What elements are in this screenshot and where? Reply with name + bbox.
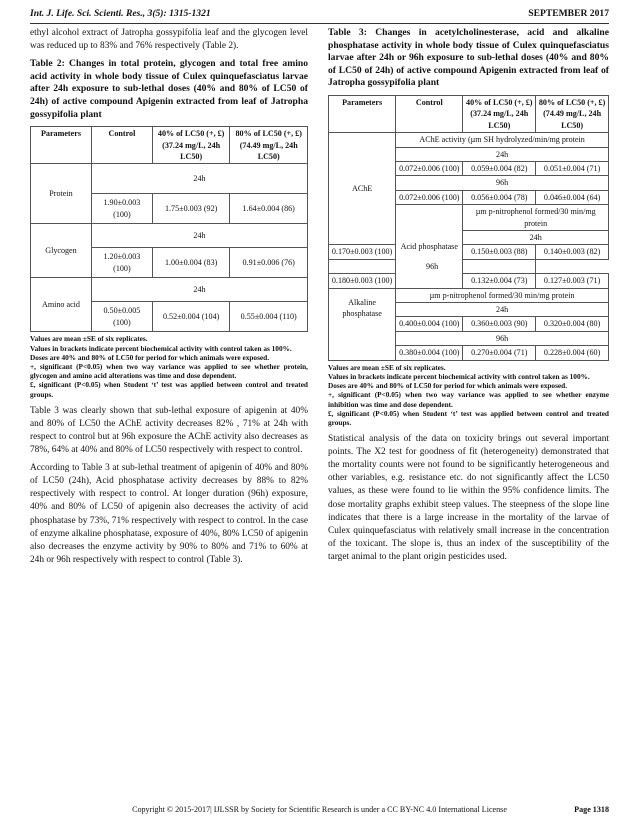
table2-param-protein: Protein	[31, 164, 92, 224]
table2-caption: Table 2: Changes in total protein, glycogen and total free amino acid activity in whole body tissue of Culex quinquefasciatus larvae after 24h exposure to sub-lethal doses (40% and 80% of LC50 of 24h) of active compound Apigenin extracted from leaf of Jatropha gossypifolia plant	[30, 58, 308, 120]
table3-time-label: 96h	[329, 259, 536, 273]
table3-cell: 0.228±0.004 (60)	[536, 346, 609, 360]
table3-time-label: 96h	[396, 331, 609, 345]
table3-cell: 0.140±0.003 (82)	[536, 245, 609, 259]
table3-cell: 0.400±0.004 (100)	[396, 317, 463, 331]
table3-param-alkaline-phosphatase: Alkaline phosphatase	[329, 288, 396, 360]
table2-notes	[30, 334, 308, 398]
paragraph-table3-phosphatase: According to Table 3 at sub-lethal treatment of apigenin of 40% and 80% of LC50 (24h), Acid phosphatase activity decreases by 88% to 82% respectively with respect to control. At longer duration (96h) exposure, 40% and 80% of LC50 of apigenin also decreases the activity of acid phosphatase by 73%, 71% respectively with respect to control. In the case of enzyme alkaline phosphatase, exposure of 40%, 80% LC50 of apigenin also decreases the enzyme activity by 90% to 80% and 71% to 60% at 24h or 96h respectively with respect to control (Table 3).	[30, 463, 308, 565]
table3-cell: 0.380±0.004 (100)	[396, 346, 463, 360]
table3-cell: 0.056±0.004 (78)	[463, 190, 536, 204]
table3-param-ache: AChE	[329, 133, 396, 245]
table3-note: +, significant (P<0.05) when two way variance was applied to see whether enzyme inhibition was time and dose dependent.	[328, 390, 609, 409]
table3-cell: 0.072±0.006 (100)	[396, 162, 463, 176]
table3-cell: 0.127±0.003 (71)	[536, 274, 609, 288]
table3-note: Values in brackets indicate percent biochemical activity with control taken as 100%.	[328, 371, 590, 381]
table3-header-parameters: Parameters	[329, 95, 396, 132]
table3-header-control: Control	[396, 95, 463, 132]
table-row	[329, 245, 609, 259]
table3-cell: 0.320±0.004 (80)	[536, 317, 609, 331]
table3-unit-label: AChE activity (µm SH hydrolyzed/min/mg protein	[396, 133, 609, 147]
table2-time-label: 24h	[91, 164, 307, 194]
table2-header-dose80: 80% of LC50 (+, £) (74.49 mg/L, 24h LC50)	[230, 127, 308, 164]
table2-param-amino-acid: Amino acid	[31, 278, 92, 332]
table2-cell: 0.91±0.006 (76)	[230, 248, 308, 278]
table2-note: Values are mean ±SE of six replicates.	[30, 334, 148, 344]
table3-cell: 0.051±0.004 (71)	[536, 162, 609, 176]
table2-note: £, significant (P<0.05) when Student ‘t’ test was applied between control and treated groups.	[30, 380, 308, 399]
table3-header-dose40: 40% of LC50 (+, £) (37.24 mg/L, 24h LC50)	[463, 95, 536, 132]
table3-unit-label: µm p-nitrophenol formed/30 min/mg protein	[396, 288, 609, 302]
table3-cell: 0.059±0.004 (82)	[463, 162, 536, 176]
table3-cell: 0.150±0.003 (88)	[463, 245, 536, 259]
table2-cell: 1.20±0.003 (100)	[91, 248, 152, 278]
table3-cell: 0.360±0.003 (90)	[463, 317, 536, 331]
table2-time-label: 24h	[91, 278, 307, 302]
table2-param-glycogen: Glycogen	[31, 224, 92, 278]
table2-header-control: Control	[91, 127, 152, 164]
table2-cell: 0.50±0.005 (100)	[91, 302, 152, 332]
header-rule	[30, 23, 609, 24]
table3-time-label: 24h	[396, 303, 609, 317]
table3-cell: 0.170±0.003 (100)	[329, 245, 396, 259]
table2-cell: 1.90±0.003 (100)	[91, 194, 152, 224]
intro-paragraph: ethyl alcohol extract of Jatropha gossypifolia leaf and the glycogen level was reduced up to 83% and 76% respectively (Table 2).	[30, 28, 308, 52]
journal-citation: Int. J. Life. Sci. Scienti. Res., 3(5): 1315-1321	[30, 8, 211, 19]
table2-note: +, significant (P<0.05) when two way variance was applied to see whether protein, glycogen and amino acid alterations was time and dose dependent.	[30, 361, 308, 381]
page-number: Page 1318	[574, 805, 609, 814]
table3-cell: 0.072±0.006 (100)	[396, 190, 463, 204]
table3-cell: 0.180±0.003 (100)	[329, 274, 396, 288]
table2-cell: 0.55±0.004 (110)	[230, 302, 308, 332]
table2	[30, 126, 308, 332]
table2-header-parameters: Parameters	[31, 127, 92, 164]
table3-time-label: 24h	[396, 147, 609, 161]
table2-note: Values in brackets indicate percent biochemical activity with control taken as 100%.	[30, 343, 292, 353]
table3-note: Values are mean ±SE of six replicates.	[328, 362, 446, 372]
table2-header-row	[31, 127, 308, 164]
issue-date: SEPTEMBER 2017	[528, 8, 609, 19]
table3-caption: Table 3: Changes in acetylcholinesterase, acid and alkaline phosphatase activity in whole body tissue of Culex quinquefasciatus larvae after 24h or 96h exposure to sub-lethal doses (40% and 80% of LC50 of 24h) of active compound Apigenin extracted from leaf of Jatropha gossypifolia plant	[328, 27, 609, 89]
table2-cell: 0.52±0.004 (104)	[152, 302, 230, 332]
table3-header-dose80: 80% of LC50 (+, £) (74.49 mg/L, 24h LC50)	[536, 95, 609, 132]
table3-cell: 0.270±0.004 (71)	[463, 346, 536, 360]
table3-header-row	[329, 95, 609, 132]
table3-cell: 0.132±0.004 (73)	[463, 274, 536, 288]
table3-notes	[328, 363, 609, 427]
paragraph-table3-ache: Table 3 was clearly shown that sub-lethal exposure of apigenin at 40% and 80% of LC50 the AChE activity decreases 82% , 71% at 24h with respect to control but at 96h exposure the AChE activity also decreases as 78%, 64% at 40% and 80% of LC50 respectively with respect to control.	[30, 405, 308, 456]
table2-cell: 1.75±0.003 (92)	[152, 194, 230, 224]
table2-time-label: 24h	[91, 224, 307, 248]
table3-unit-label: µm p-nitrophenol formed/30 min/mg protein	[463, 205, 609, 231]
table2-note: Doses are 40% and 80% of LC50 for period for which animals were exposed.	[30, 352, 270, 362]
table2-cell: 1.00±0.004 (83)	[152, 248, 230, 278]
statistical-analysis-paragraph: Statistical analysis of the data on toxicity brings out several important points. The X2 test for goodness of fit (heterogeneity) demonstrated that the mortality counts were not found to be significantly heterogeneous and other variables, e.g. resistance etc. do not significantly affect the LC50 values, as these were found to lie within the 95% confidence limits. The dose mortality graphs exhibit steep values. The steepness of the slope line indicates that there is a large increase in the mortality of the larvae of Culex quinquefasciatus with relatively small increase in the concentration of the toxicant. The slope is, thus an index of the susceptibility of the target animal to the plant origin pesticides used.	[328, 434, 609, 562]
copyright-notice: Copyright © 2015-2017| IJLSSR by Society for Scientific Research is under a CC BY-NC 4.0 International License	[132, 805, 507, 814]
table3-note: £, significant (P<0.05) when Student ‘t’ test was applied between control and treated groups.	[328, 408, 609, 427]
table3-param-acid-phosphatase: Acid phosphatase	[396, 205, 463, 288]
table3-cell: 0.046±0.004 (64)	[536, 190, 609, 204]
table3-note: Doses are 40% and 80% of LC50 for period for which animals were exposed.	[328, 381, 568, 391]
page-footer	[30, 805, 609, 814]
table3-time-label: 24h	[463, 231, 609, 245]
right-column	[328, 27, 609, 569]
table-row	[329, 274, 609, 288]
left-column	[30, 27, 308, 572]
table2-header-dose40: 40% of LC50 (+, £) (37.24 mg/L, 24h LC50)	[152, 127, 230, 164]
table3	[328, 95, 609, 361]
table3-time-label: 96h	[396, 176, 609, 190]
table2-cell: 1.64±0.004 (86)	[230, 194, 308, 224]
